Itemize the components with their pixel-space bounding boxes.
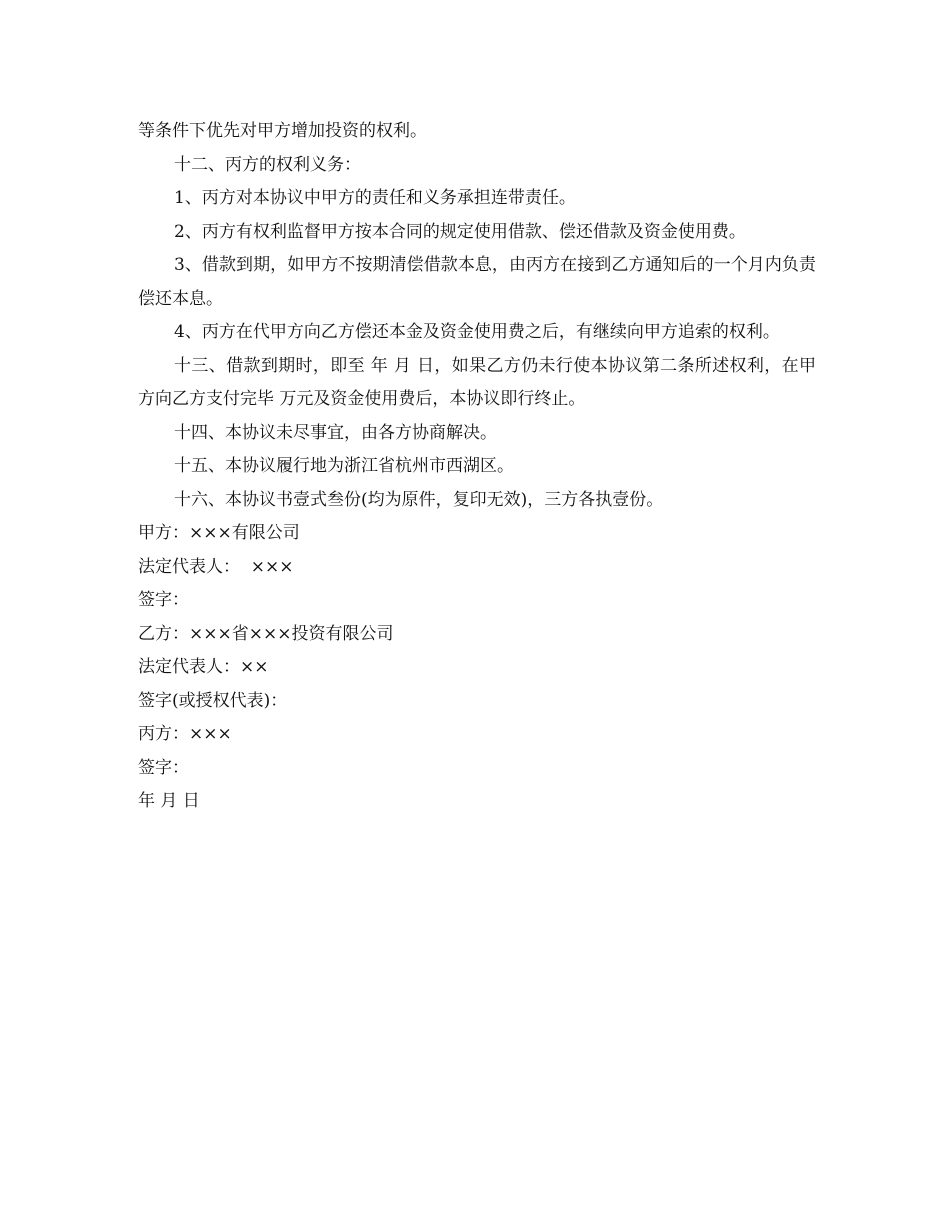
party-a-legal-rep: 法定代表人： ××× — [138, 556, 294, 577]
party-c-name: 丙方：××× — [138, 724, 232, 744]
clause-14: 十四、本协议未尽事宜，由各方协商解决。 — [174, 422, 497, 443]
party-b-signature: 签字(或授权代表)： — [138, 690, 288, 711]
clause-12-heading: 十二、丙方的权利义务： — [174, 154, 361, 175]
party-c-signature: 签字： — [138, 757, 189, 778]
document-body — [138, 115, 816, 819]
paragraph-continuation: 等条件下优先对甲方增加投资的权利。 — [138, 121, 427, 141]
party-b-legal-rep: 法定代表人：×× — [138, 657, 269, 677]
party-a-signature: 签字： — [138, 590, 189, 610]
clause-12-item-2: 2、丙方有权利监督甲方按本合同的规定使用借款、偿还借款及资金使用费。 — [174, 221, 746, 242]
party-b-name: 乙方：×××省×××投资有限公司 — [138, 623, 394, 644]
clause-15: 十五、本协议履行地为浙江省杭州市西湖区。 — [174, 456, 514, 476]
clause-16: 十六、本协议书壹式叁份(均为原件，复印无效)，三方各执壹份。 — [174, 489, 664, 510]
signing-date: 年 月 日 — [138, 791, 200, 811]
signature-block — [138, 517, 816, 819]
clause-13: 十三、借款到期时，即至 年 月 日，如果乙方仍未行使本协议第二条所述权利，在甲方向乙方支付完毕 万元及资金使用费后，本协议即行终止。 — [138, 355, 816, 409]
clause-12-item-4: 4、丙方在代甲方向乙方偿还本金及资金使用费之后，有继续向甲方追索的权利。 — [174, 322, 780, 342]
clause-12-item-3: 3、借款到期，如甲方不按期清偿借款本息，由丙方在接到乙方通知后的一个月内负责偿还本息。 — [138, 255, 816, 309]
clause-12-item-1: 1、丙方对本协议中甲方的责任和义务承担连带责任。 — [174, 188, 576, 208]
party-a-name: 甲方：×××有限公司 — [138, 523, 300, 543]
